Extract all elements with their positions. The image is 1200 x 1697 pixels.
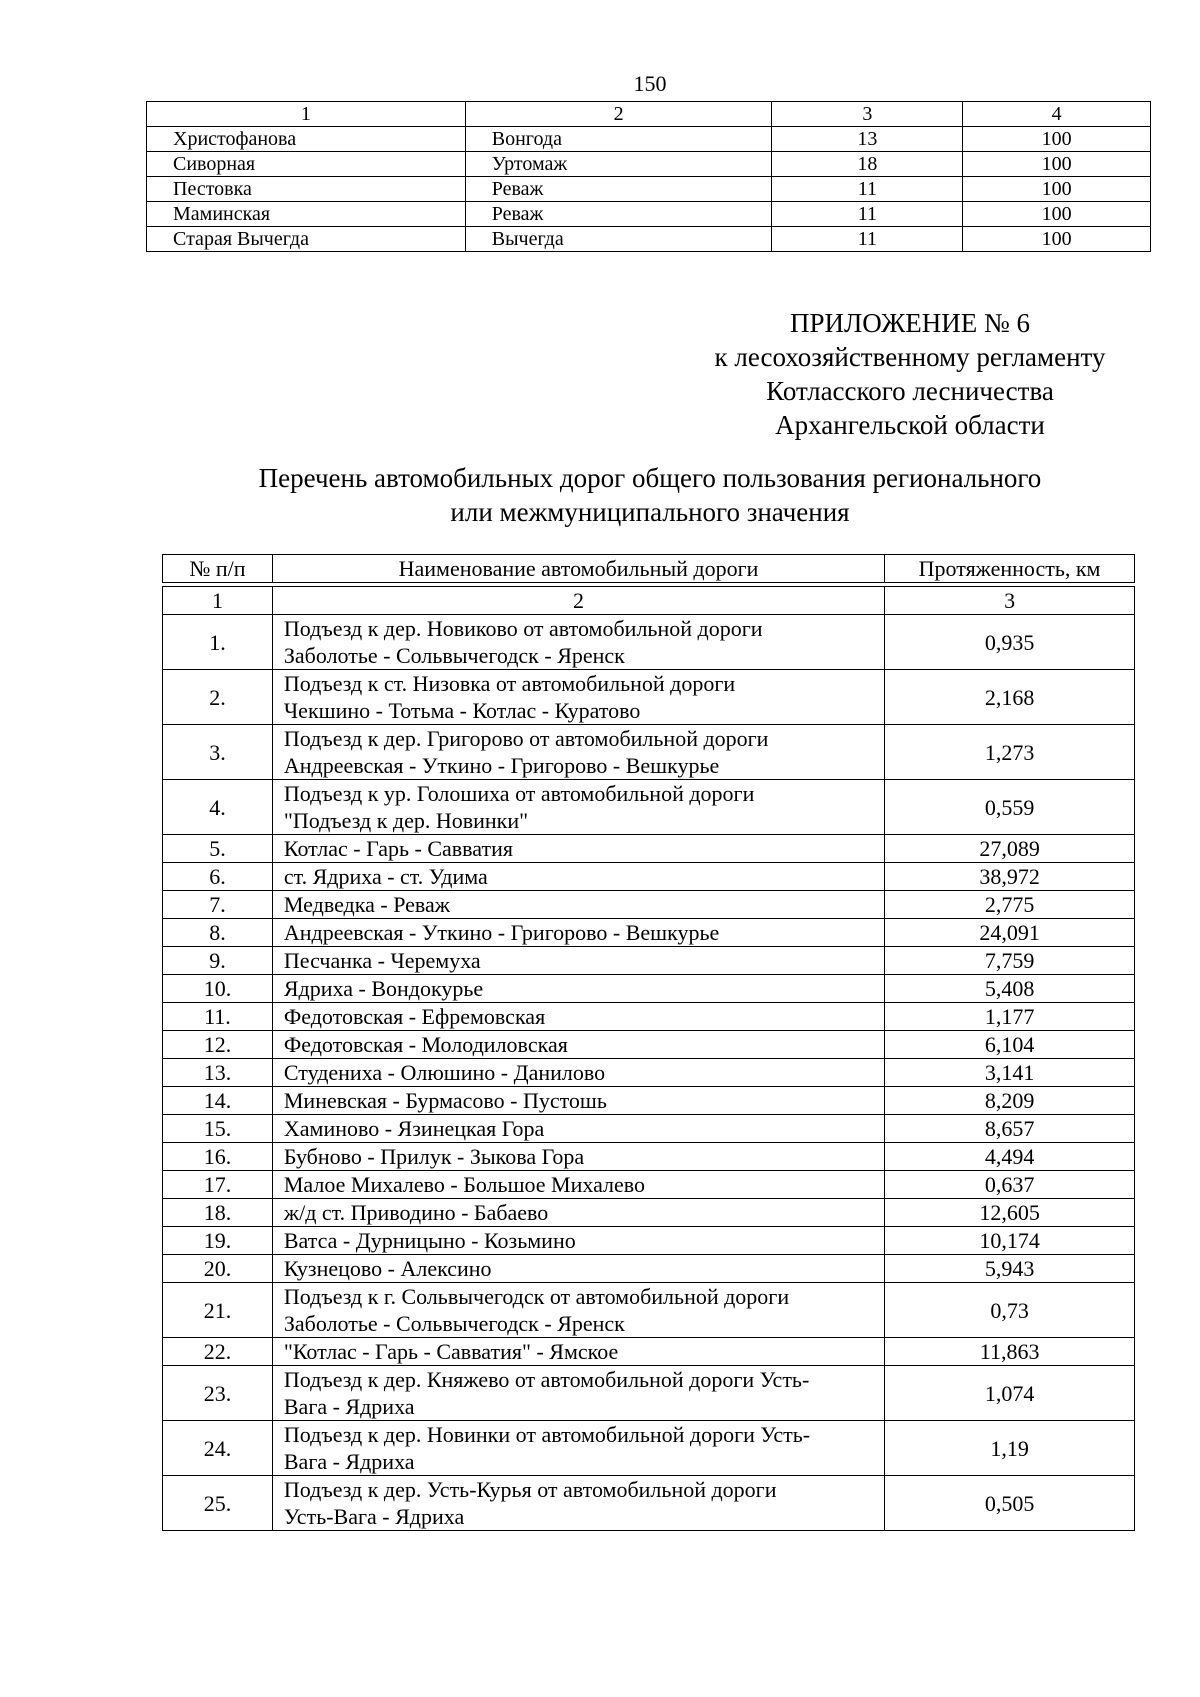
road-name	[272, 1199, 884, 1227]
road-name-line: Кузнецово - Алексино	[283, 1256, 492, 1281]
road-name	[272, 1366, 884, 1421]
road-row	[163, 919, 1135, 947]
road-length: 5,408	[885, 975, 1135, 1003]
road-length: 11,863	[885, 1338, 1135, 1366]
road-name-line: Усть-Вага - Ядриха	[283, 1504, 465, 1529]
road-name-line: Ватса - Дурницыно - Козьмино	[283, 1228, 576, 1253]
road-row	[163, 891, 1135, 919]
road-length: 24,091	[885, 919, 1135, 947]
column-index: 1	[163, 587, 273, 615]
roads-header-row	[163, 555, 1135, 583]
road-number: 17.	[163, 1171, 273, 1199]
river-name: Уртомаж	[465, 152, 772, 177]
road-row	[163, 615, 1135, 670]
road-name	[272, 1059, 884, 1087]
place-name: Пестовка	[147, 177, 466, 202]
distance-value: 11	[772, 177, 963, 202]
continuation-table-row	[147, 177, 1151, 202]
road-number: 14.	[163, 1087, 273, 1115]
header-length: Протяженность, км	[885, 555, 1135, 583]
distance-value: 11	[772, 202, 963, 227]
place-name: Старая Вычегда	[147, 227, 466, 252]
appendix-heading	[680, 306, 1140, 442]
road-name	[272, 1476, 884, 1531]
road-length: 1,19	[885, 1421, 1135, 1476]
road-length: 4,494	[885, 1143, 1135, 1171]
road-length: 0,935	[885, 615, 1135, 670]
road-name	[272, 1003, 884, 1031]
road-row	[163, 1059, 1135, 1087]
road-number: 8.	[163, 919, 273, 947]
road-row	[163, 1171, 1135, 1199]
road-row	[163, 1366, 1135, 1421]
road-name-line: ж/д ст. Приводино - Бабаево	[283, 1200, 549, 1225]
road-name-line: Заболотье - Сольвычегодск - Яренск	[283, 1311, 625, 1336]
road-length: 5,943	[885, 1255, 1135, 1283]
appendix-forestry: Котласского лесничества	[766, 376, 1054, 406]
road-row	[163, 1115, 1135, 1143]
road-length: 38,972	[885, 863, 1135, 891]
road-row	[163, 1003, 1135, 1031]
road-name-line: Ядриха - Вондокурье	[283, 976, 484, 1001]
road-row	[163, 975, 1135, 1003]
road-length: 8,657	[885, 1115, 1135, 1143]
road-length: 1,177	[885, 1003, 1135, 1031]
place-name: Маминская	[147, 202, 466, 227]
road-number: 6.	[163, 863, 273, 891]
road-name	[272, 670, 884, 725]
road-row	[163, 780, 1135, 835]
continuation-table-body	[147, 102, 1151, 252]
road-name-line: Подъезд к ст. Низовка от автомобильной дороги	[283, 671, 736, 696]
road-name	[272, 835, 884, 863]
distance-value: 13	[772, 127, 963, 152]
road-name-line: Медведка - Реваж	[283, 892, 450, 917]
road-row	[163, 1087, 1135, 1115]
road-name	[272, 975, 884, 1003]
percent-value: 100	[963, 177, 1151, 202]
road-length: 1,273	[885, 725, 1135, 780]
road-name-line: Миневская - Бурмасово - Пустошь	[283, 1088, 607, 1113]
road-name-line: Подъезд к дер. Новинки от автомобильной дороги Усть-	[283, 1422, 811, 1447]
percent-value: 100	[963, 202, 1151, 227]
column-index: 2	[272, 587, 884, 615]
road-length: 8,209	[885, 1087, 1135, 1115]
road-number: 19.	[163, 1227, 273, 1255]
road-length: 10,174	[885, 1227, 1135, 1255]
road-row	[163, 1143, 1135, 1171]
road-row	[163, 1283, 1135, 1338]
appendix-subtitle: к лесохозяйственному регламенту	[714, 342, 1106, 372]
place-name: Христофанова	[147, 127, 466, 152]
road-name	[272, 1227, 884, 1255]
road-length: 2,168	[885, 670, 1135, 725]
continuation-table-row	[147, 152, 1151, 177]
road-number: 4.	[163, 780, 273, 835]
continuation-col-header: 2	[465, 102, 772, 127]
continuation-table-row	[147, 227, 1151, 252]
road-number: 2.	[163, 670, 273, 725]
road-name-line: Бубново - Прилук - Зыкова Гора	[283, 1144, 585, 1169]
road-name	[272, 780, 884, 835]
road-name-line: Котлас - Гарь - Савватия	[283, 836, 513, 861]
roads-table-body	[163, 587, 1135, 1531]
document-title-line: Перечень автомобильных дорог общего пользования регионального	[258, 463, 1042, 493]
road-length: 0,637	[885, 1171, 1135, 1199]
road-number: 25.	[163, 1476, 273, 1531]
road-name-line: Чекшино - Тотьма - Котлас - Куратово	[283, 698, 641, 723]
continuation-col-header: 3	[772, 102, 963, 127]
road-name-line: Подъезд к дер. Усть-Курья от автомобильной дороги	[283, 1477, 777, 1502]
column-index: 3	[885, 587, 1135, 615]
road-length: 0,73	[885, 1283, 1135, 1338]
road-row	[163, 1199, 1135, 1227]
continuation-table-row	[147, 127, 1151, 152]
continuation-table-header-row	[147, 102, 1151, 127]
road-name	[272, 1255, 884, 1283]
road-name-line: Заболотье - Сольвычегодск - Яренск	[283, 643, 625, 668]
distance-value: 18	[772, 152, 963, 177]
road-row	[163, 1421, 1135, 1476]
roads-table	[162, 586, 1135, 1531]
road-row	[163, 1338, 1135, 1366]
road-name-line: Федотовская - Молодиловская	[283, 1032, 568, 1057]
road-row	[163, 1255, 1135, 1283]
document-title-line: или межмуниципального значения	[450, 497, 850, 527]
road-number: 18.	[163, 1199, 273, 1227]
page-number: 150	[633, 71, 667, 96]
road-length: 3,141	[885, 1059, 1135, 1087]
road-number: 10.	[163, 975, 273, 1003]
road-number: 1.	[163, 615, 273, 670]
road-name-line: Вага - Ядриха	[283, 1394, 415, 1419]
road-name	[272, 919, 884, 947]
header-number: № п/п	[163, 555, 273, 583]
road-name-line: Подъезд к дер. Княжево от автомобильной дороги Усть-	[283, 1367, 810, 1392]
continuation-table	[146, 101, 1151, 252]
road-number: 16.	[163, 1143, 273, 1171]
road-name	[272, 1087, 884, 1115]
percent-value: 100	[963, 227, 1151, 252]
road-name-line: Малое Михалево - Большое Михалево	[283, 1172, 646, 1197]
road-name	[272, 1171, 884, 1199]
road-number: 3.	[163, 725, 273, 780]
continuation-table-row	[147, 202, 1151, 227]
road-name-line: ст. Ядриха - ст. Удима	[283, 864, 488, 889]
road-name-line: Андреевская - Уткино - Григорово - Вешкурье	[283, 920, 720, 945]
road-length: 0,559	[885, 780, 1135, 835]
road-number: 21.	[163, 1283, 273, 1338]
road-name	[272, 615, 884, 670]
percent-value: 100	[963, 127, 1151, 152]
road-number: 13.	[163, 1059, 273, 1087]
road-row	[163, 725, 1135, 780]
road-row	[163, 835, 1135, 863]
road-number: 22.	[163, 1338, 273, 1366]
road-row	[163, 1227, 1135, 1255]
road-row	[163, 1476, 1135, 1531]
road-name	[272, 1115, 884, 1143]
road-number: 12.	[163, 1031, 273, 1059]
place-name: Сиворная	[147, 152, 466, 177]
road-number: 7.	[163, 891, 273, 919]
road-name	[272, 1283, 884, 1338]
road-name	[272, 947, 884, 975]
river-name: Вонгода	[465, 127, 772, 152]
road-name-line: Подъезд к ур. Голошиха от автомобильной дороги	[283, 781, 755, 806]
road-length: 2,775	[885, 891, 1135, 919]
road-name	[272, 891, 884, 919]
road-name-line: Подъезд к г. Сольвычегодск от автомобильной дороги	[283, 1284, 790, 1309]
distance-value: 11	[772, 227, 963, 252]
road-name	[272, 1031, 884, 1059]
road-name	[272, 1143, 884, 1171]
road-name	[272, 725, 884, 780]
road-length: 0,505	[885, 1476, 1135, 1531]
continuation-col-header: 1	[147, 102, 466, 127]
road-name-line: Песчанка - Черемуха	[283, 948, 481, 973]
road-name-line: Хаминово - Язинецкая Гора	[283, 1116, 545, 1141]
appendix-region: Архангельской области	[775, 410, 1045, 440]
road-name-line: Вага - Ядриха	[283, 1449, 415, 1474]
continuation-col-header: 4	[963, 102, 1151, 127]
road-number: 11.	[163, 1003, 273, 1031]
road-name	[272, 863, 884, 891]
road-length: 6,104	[885, 1031, 1135, 1059]
road-number: 15.	[163, 1115, 273, 1143]
road-length: 1,074	[885, 1366, 1135, 1421]
road-row	[163, 947, 1135, 975]
road-number: 9.	[163, 947, 273, 975]
document-title	[200, 461, 1100, 529]
road-row	[163, 1031, 1135, 1059]
road-number: 23.	[163, 1366, 273, 1421]
road-number: 20.	[163, 1255, 273, 1283]
road-length: 27,089	[885, 835, 1135, 863]
road-name-line: Подъезд к дер. Новиково от автомобильной дороги	[283, 616, 763, 641]
road-number: 5.	[163, 835, 273, 863]
appendix-title: ПРИЛОЖЕНИЕ № 6	[789, 308, 1031, 338]
header-road-name: Наименование автомобильный дороги	[272, 555, 884, 583]
road-name-line: Подъезд к дер. Григорово от автомобильной дороги	[283, 726, 769, 751]
road-name-line: "Подъезд к дер. Новинки"	[283, 808, 529, 833]
road-name-line: Студениха - Олюшино - Данилово	[283, 1060, 606, 1085]
column-index-row	[163, 587, 1135, 615]
road-length: 12,605	[885, 1199, 1135, 1227]
road-name-line: Федотовская - Ефремовская	[283, 1004, 546, 1029]
road-name	[272, 1421, 884, 1476]
road-row	[163, 670, 1135, 725]
road-name	[272, 1338, 884, 1366]
road-name-line: "Котлас - Гарь - Савватия" - Ямское	[283, 1339, 619, 1364]
roads-table-header	[162, 554, 1135, 583]
river-name: Вычегда	[465, 227, 772, 252]
river-name: Реваж	[465, 202, 772, 227]
percent-value: 100	[963, 152, 1151, 177]
road-length: 7,759	[885, 947, 1135, 975]
river-name: Реваж	[465, 177, 772, 202]
road-number: 24.	[163, 1421, 273, 1476]
road-name-line: Андреевская - Уткино - Григорово - Вешкурье	[283, 753, 720, 778]
road-row	[163, 863, 1135, 891]
